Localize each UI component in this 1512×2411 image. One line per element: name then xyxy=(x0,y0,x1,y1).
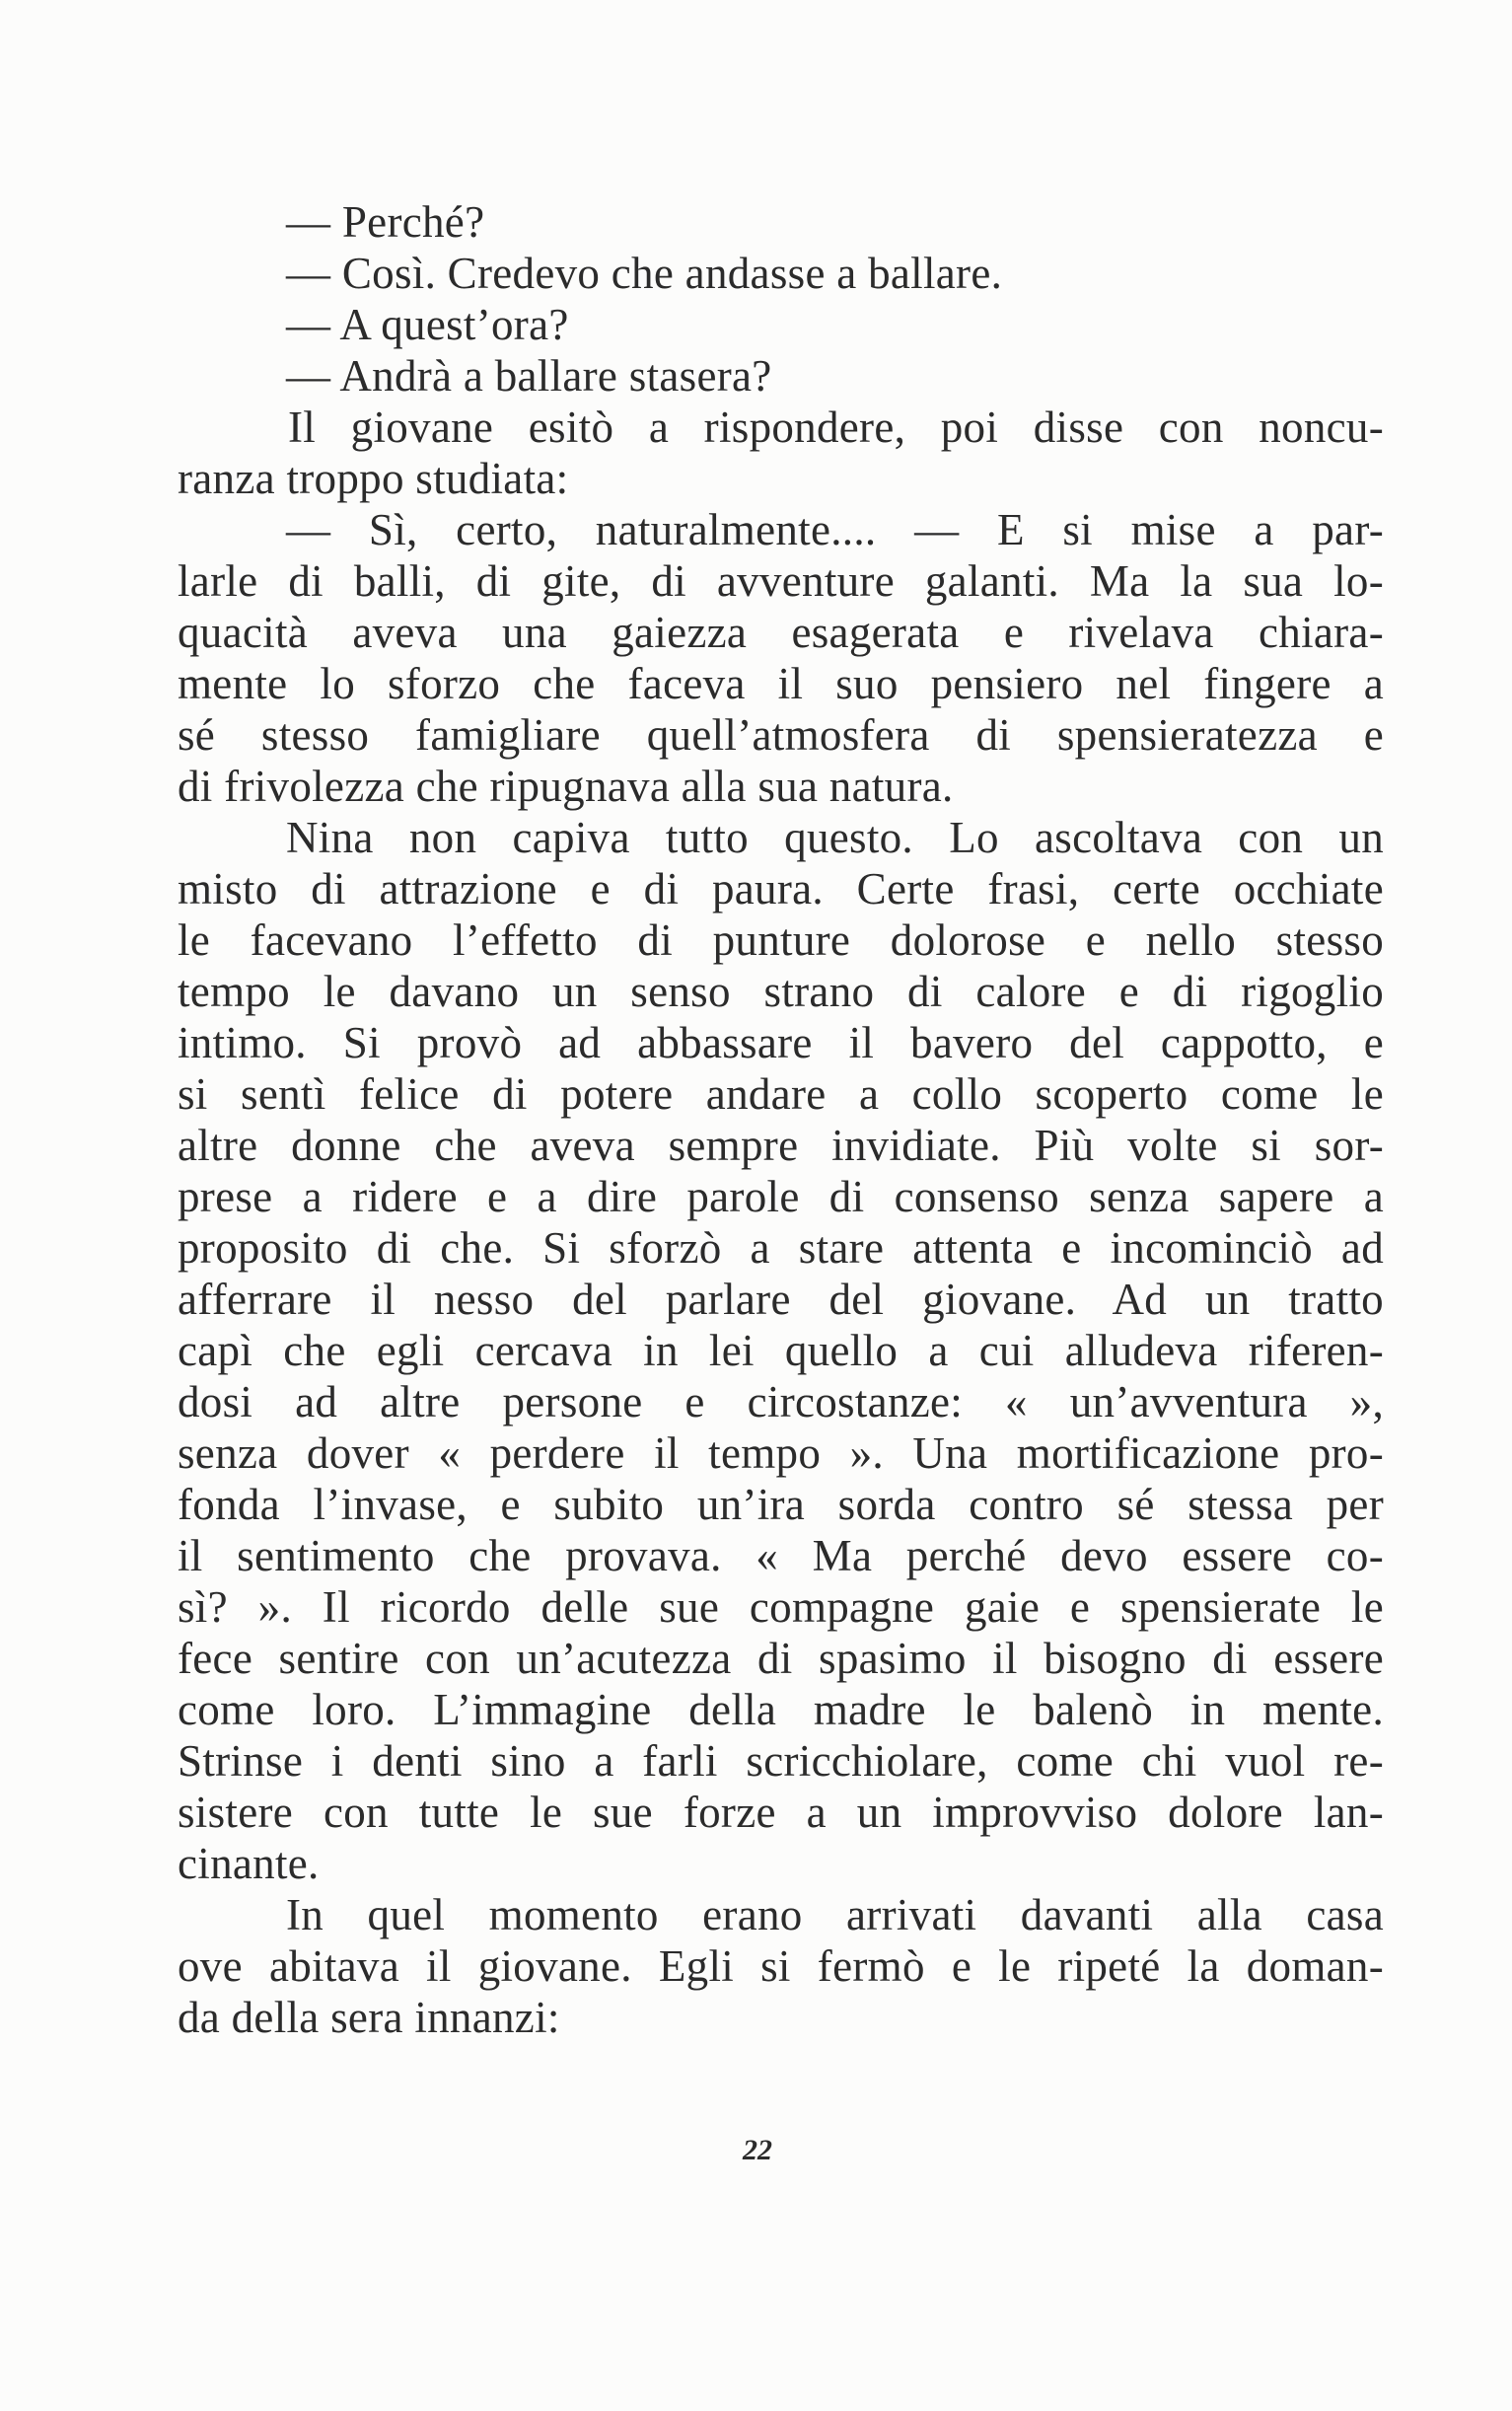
text-line: dosi ad altre persone e circostanze: « un’avventura », xyxy=(178,1377,1384,1426)
text-line: sé stesso famigliare quell’atmosfera di spensieratezza e xyxy=(178,710,1384,760)
text-line: afferrare il nesso del parlare del giovane. Ad un tratto xyxy=(178,1275,1384,1324)
text-line: da della sera innanzi: xyxy=(178,1993,560,2042)
text-line: tempo le davano un senso strano di calore e di rigoglio xyxy=(178,967,1384,1016)
text-line: il sentimento che provava. « Ma perché devo essere co- xyxy=(178,1531,1384,1580)
text-line: fece sentire con un’acutezza di spasimo il bisogno di essere xyxy=(178,1634,1384,1683)
text-line: — Perché? xyxy=(286,197,485,247)
text-line: Nina non capiva tutto questo. Lo ascoltava con un xyxy=(286,813,1384,862)
text-line: cinante. xyxy=(178,1839,320,1888)
text-line: sistere con tutte le sue forze a un improvviso dolore lan- xyxy=(178,1788,1384,1837)
text-line: — Sì, certo, naturalmente.... — E si mise a par- xyxy=(286,505,1384,554)
text-line: proposito di che. Si sforzò a stare attenta e incominciò ad xyxy=(178,1223,1384,1273)
page-number: 22 xyxy=(743,2134,772,2166)
text-line: — A quest’ora? xyxy=(286,300,569,349)
text-line: — Così. Credevo che andasse a ballare. xyxy=(286,249,1003,298)
text-line: prese a ridere e a dire parole di consenso senza sapere a xyxy=(178,1172,1384,1221)
text-line: capì che egli cercava in lei quello a cui alludeva riferen- xyxy=(178,1326,1384,1375)
text-line: Strinse i denti sino a farli scricchiolare, come chi vuol re- xyxy=(178,1736,1384,1786)
text-line: Il giovane esitò a rispondere, poi disse con noncu- xyxy=(288,402,1384,452)
text-line: ranza troppo studiata: xyxy=(178,454,569,503)
text-line: ove abitava il giovane. Egli si fermò e le ripeté la doman- xyxy=(178,1941,1384,1991)
text-line: sì? ». Il ricordo delle sue compagne gaie e spensierate le xyxy=(178,1582,1384,1632)
text-line: larle di balli, di gite, di avventure galanti. Ma la sua lo- xyxy=(178,556,1384,606)
text-line: le facevano l’effetto di punture dolorose e nello stesso xyxy=(178,915,1384,965)
text-line: intimo. Si provò ad abbassare il bavero del cappotto, e xyxy=(178,1018,1384,1067)
text-line: altre donne che aveva sempre invidiate. Più volte si sor- xyxy=(178,1121,1384,1170)
text-line: quacità aveva una gaiezza esagerata e rivelava chiara- xyxy=(178,608,1384,657)
text-line: fonda l’invase, e subito un’ira sorda contro sé stessa per xyxy=(178,1480,1384,1529)
text-line: — Andrà a ballare stasera? xyxy=(286,351,772,401)
text-line: senza dover « perdere il tempo ». Una mortificazione pro- xyxy=(178,1428,1384,1478)
text-line: come loro. L’immagine della madre le balenò in mente. xyxy=(178,1685,1384,1734)
text-line: mente lo sforzo che faceva il suo pensiero nel fingere a xyxy=(178,659,1384,708)
text-line: In quel momento erano arrivati davanti alla casa xyxy=(286,1890,1384,1939)
text-line: si sentì felice di potere andare a collo scoperto come le xyxy=(178,1069,1384,1119)
text-line: misto di attrazione e di paura. Certe frasi, certe occhiate xyxy=(178,864,1384,913)
text-line: di frivolezza che ripugnava alla sua natura. xyxy=(178,762,954,811)
